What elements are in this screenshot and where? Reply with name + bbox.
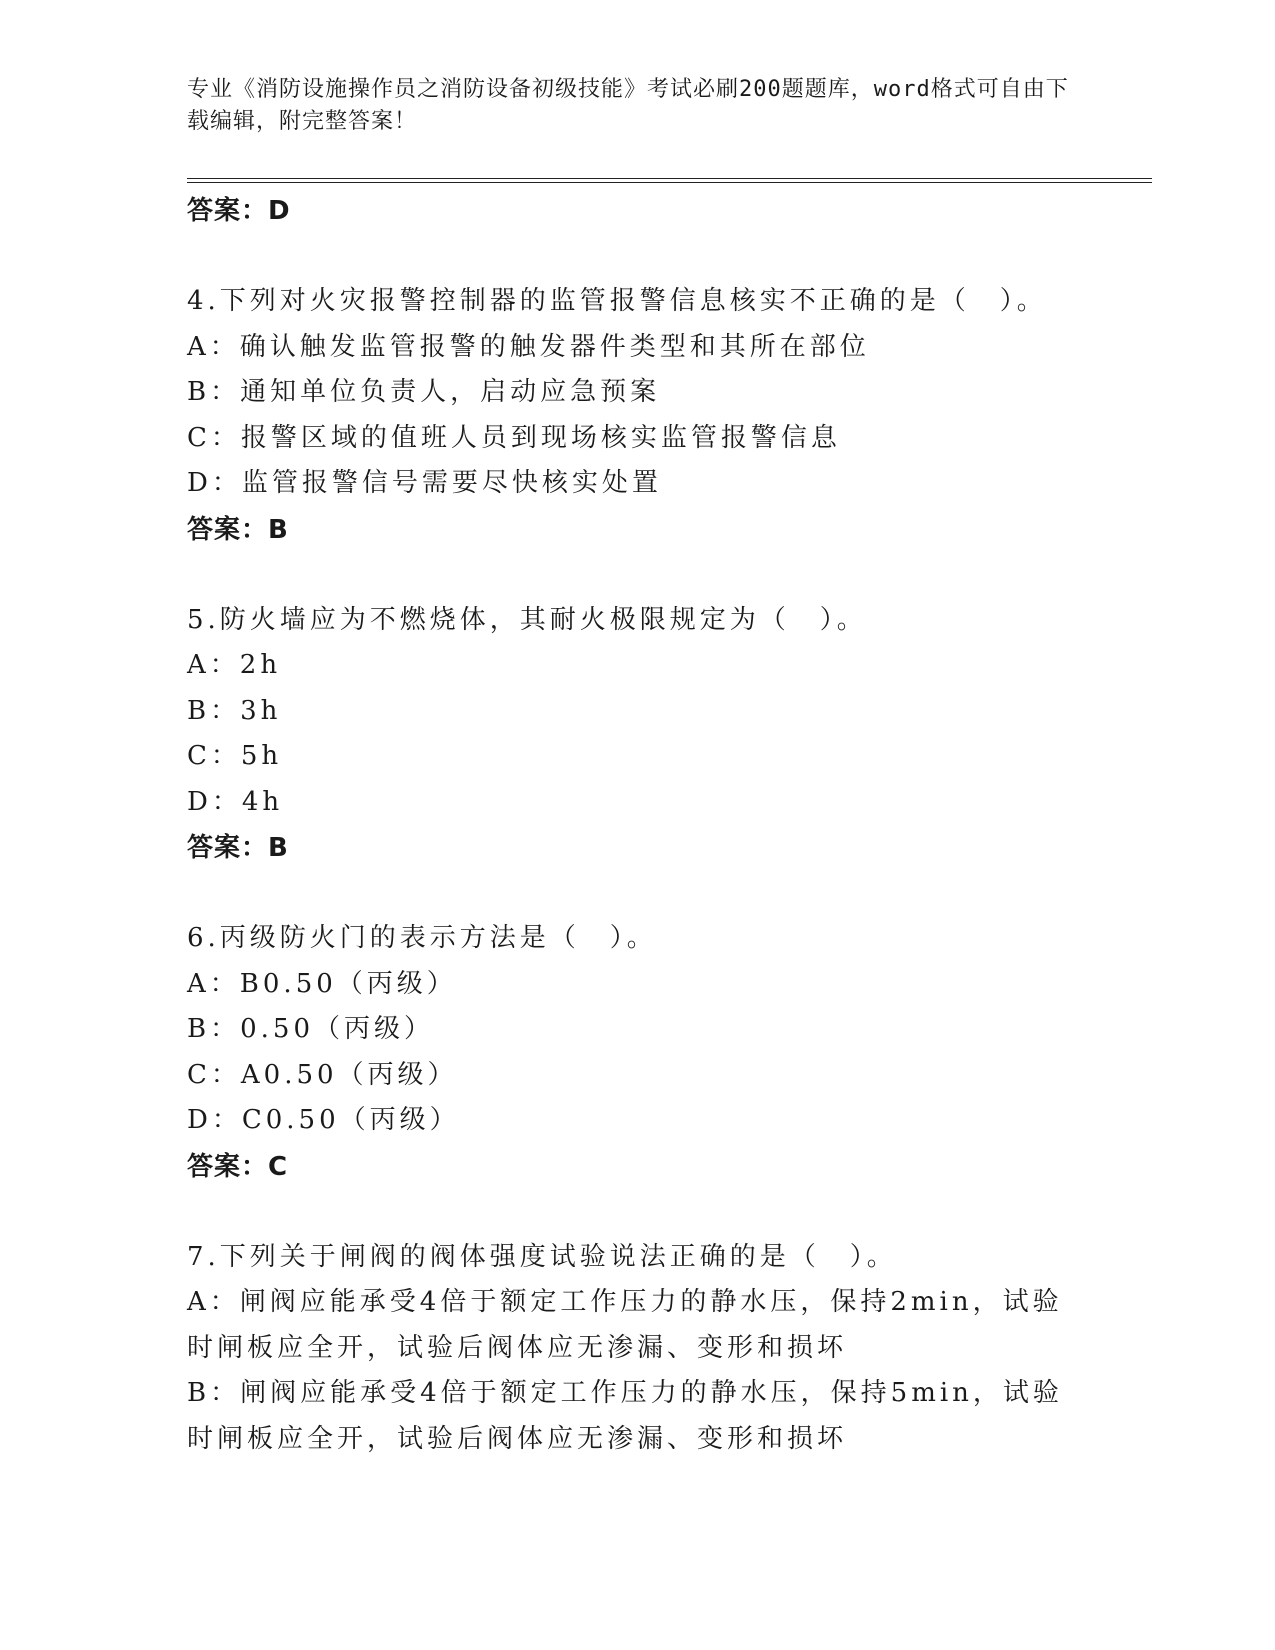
question-item <box>187 1235 1087 1463</box>
answer-line: 答案：B <box>187 514 289 545</box>
answer-line: 答案：C <box>187 1151 289 1182</box>
option-d: D：监管报警信号需要尽快核实处置 <box>187 468 662 498</box>
answer-line: 答案：D <box>187 196 291 226</box>
option-c: C：5h <box>187 741 283 771</box>
option-d: D：C0.50（丙级） <box>187 1105 460 1135</box>
question-item <box>187 598 1087 872</box>
option-b: B：闸阀应能承受4倍于额定工作压力的静水压，保持5min，试验时闸板应全开，试验后阀体应无渗漏、变形和损坏 <box>187 1378 1063 1454</box>
document-header-title: 专业《消防设施操作员之消防设备初级技能》考试必刷200题题库，word格式可自由下载编辑，附完整答案！ <box>187 77 1069 134</box>
option-c: C：A0.50（丙级） <box>187 1059 458 1090</box>
option-b: B：0.50（丙级） <box>187 1014 434 1044</box>
question-stem: 4.下列对火灾报警控制器的监管报警信息核实不正确的是（ ）。 <box>187 286 1047 316</box>
option-a: A：B0.50（丙级） <box>187 968 457 999</box>
option-d: D：4h <box>187 786 284 817</box>
question-item <box>187 279 1087 553</box>
option-b: B：通知单位负责人，启动应急预案 <box>187 377 661 407</box>
option-a: A：确认触发监管报警的触发器件类型和其所在部位 <box>187 331 870 362</box>
question-list <box>187 188 1087 1462</box>
answer-line: 答案：B <box>187 833 289 863</box>
option-b: B：3h <box>187 695 282 726</box>
header-divider <box>187 178 1152 183</box>
option-a: A：闸阀应能承受4倍于额定工作压力的静水压，保持2min，试验时闸板应全开，试验后阀体应无渗漏、变形和损坏 <box>187 1287 1063 1363</box>
question-item <box>187 916 1087 1190</box>
option-c: C：报警区域的值班人员到现场核实监管报警信息 <box>187 422 841 453</box>
option-a: A：2h <box>187 650 282 680</box>
question-stem: 6.丙级防火门的表示方法是（ ）。 <box>187 923 657 953</box>
question-stem: 7.下列关于闸阀的阀体强度试验说法正确的是（ ）。 <box>187 1241 897 1272</box>
question-stem: 5.防火墙应为不燃烧体，其耐火极限规定为（ ）。 <box>187 604 867 635</box>
